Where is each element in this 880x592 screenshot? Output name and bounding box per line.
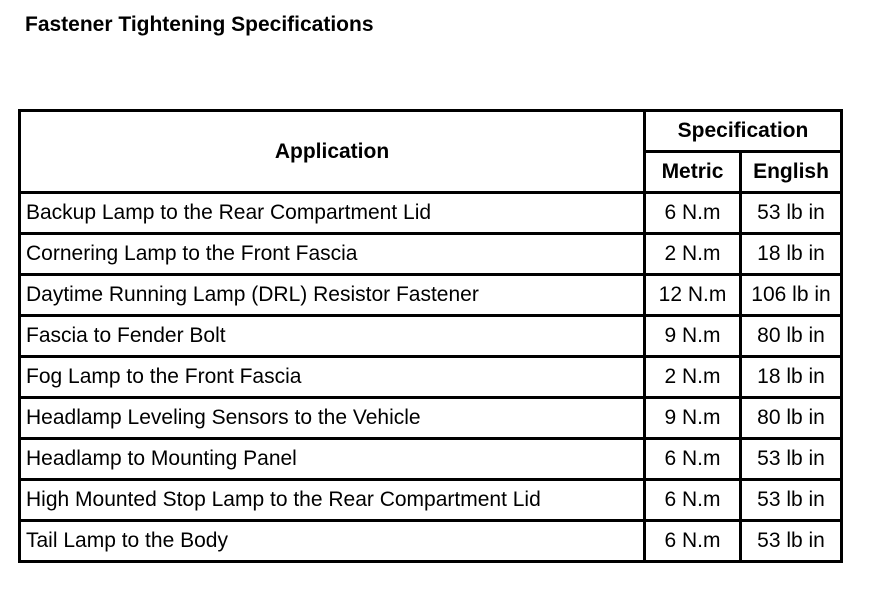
english-cell: 53 lb in (741, 521, 842, 562)
application-cell: Headlamp to Mounting Panel (20, 439, 645, 480)
english-cell: 53 lb in (741, 193, 842, 234)
table-row (20, 193, 842, 234)
application-cell: High Mounted Stop Lamp to the Rear Compartment Lid (20, 480, 645, 521)
column-header-english: English (741, 152, 842, 193)
column-header-application: Application (20, 111, 645, 193)
application-cell: Fog Lamp to the Front Fascia (20, 357, 645, 398)
application-cell: Tail Lamp to the Body (20, 521, 645, 562)
table-row (20, 357, 842, 398)
metric-cell: 9 N.m (645, 398, 741, 439)
english-cell: 18 lb in (741, 234, 842, 275)
metric-cell: 6 N.m (645, 480, 741, 521)
table-row (20, 275, 842, 316)
english-cell: 53 lb in (741, 439, 842, 480)
metric-cell: 6 N.m (645, 439, 741, 480)
table-row (20, 480, 842, 521)
metric-cell: 9 N.m (645, 316, 741, 357)
english-cell: 106 lb in (741, 275, 842, 316)
english-cell: 80 lb in (741, 316, 842, 357)
metric-cell: 6 N.m (645, 193, 741, 234)
column-header-metric: Metric (645, 152, 741, 193)
table-row (20, 521, 842, 562)
table-row (20, 398, 842, 439)
metric-cell: 2 N.m (645, 357, 741, 398)
table-row (20, 234, 842, 275)
metric-cell: 12 N.m (645, 275, 741, 316)
application-cell: Backup Lamp to the Rear Compartment Lid (20, 193, 645, 234)
application-cell: Daytime Running Lamp (DRL) Resistor Fastener (20, 275, 645, 316)
metric-cell: 6 N.m (645, 521, 741, 562)
application-cell: Fascia to Fender Bolt (20, 316, 645, 357)
column-header-specification: Specification (645, 111, 842, 152)
english-cell: 80 lb in (741, 398, 842, 439)
fastener-spec-table (18, 109, 843, 563)
page-title: Fastener Tightening Specifications (25, 13, 374, 36)
application-cell: Headlamp Leveling Sensors to the Vehicle (20, 398, 645, 439)
english-cell: 18 lb in (741, 357, 842, 398)
metric-cell: 2 N.m (645, 234, 741, 275)
table-row (20, 439, 842, 480)
application-cell: Cornering Lamp to the Front Fascia (20, 234, 645, 275)
table-row (20, 316, 842, 357)
english-cell: 53 lb in (741, 480, 842, 521)
